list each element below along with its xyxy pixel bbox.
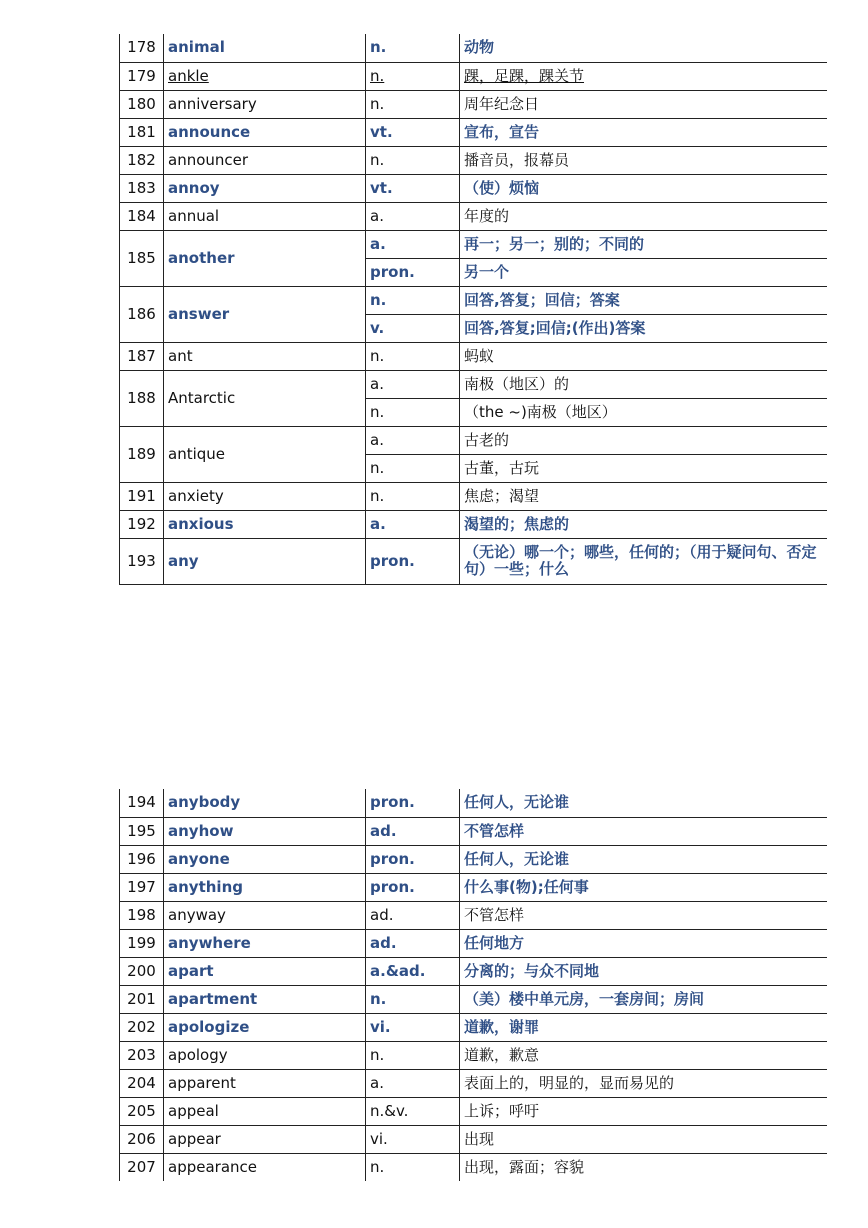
- entry-word: appear: [164, 1125, 366, 1153]
- table-row: [120, 845, 828, 873]
- entry-meaning: 道歉，歉意: [460, 1041, 828, 1069]
- entry-word: another: [164, 230, 366, 286]
- entry-number: 183: [120, 174, 164, 202]
- entry-pos: pron.: [366, 258, 460, 286]
- entry-pos: n.: [366, 286, 460, 314]
- entry-word: apologize: [164, 1013, 366, 1041]
- entry-pos: a.: [366, 1069, 460, 1097]
- table-row: [120, 174, 828, 202]
- entry-meaning: 蚂蚁: [460, 342, 828, 370]
- entry-pos: pron.: [366, 789, 460, 817]
- entry-word: apology: [164, 1041, 366, 1069]
- entry-meaning: 回答,答复；回信；答案: [460, 286, 828, 314]
- entry-pos: n.&v.: [366, 1097, 460, 1125]
- entry-meaning: 出现: [460, 1125, 828, 1153]
- entry-pos: n.: [366, 1041, 460, 1069]
- entry-word: apartment: [164, 985, 366, 1013]
- entry-number: 192: [120, 510, 164, 538]
- entry-pos: pron.: [366, 873, 460, 901]
- entry-number: 184: [120, 202, 164, 230]
- entry-pos: n.: [366, 342, 460, 370]
- entry-meaning: 渴望的；焦虑的: [460, 510, 828, 538]
- entry-pos: a.: [366, 510, 460, 538]
- entry-word: answer: [164, 286, 366, 342]
- entry-meaning: 古老的: [460, 426, 828, 454]
- entry-pos: n.: [366, 34, 460, 62]
- entry-pos: n.: [366, 454, 460, 482]
- table-row: [120, 929, 828, 957]
- entry-pos: n.: [366, 62, 460, 90]
- entry-pos: vt.: [366, 118, 460, 146]
- entry-number: 191: [120, 482, 164, 510]
- entry-number: 185: [120, 230, 164, 286]
- entry-word: annual: [164, 202, 366, 230]
- entry-meaning: 再一；另一；别的；不同的: [460, 230, 828, 258]
- entry-number: 204: [120, 1069, 164, 1097]
- entry-meaning: 动物: [460, 34, 828, 62]
- entry-meaning: 分离的；与众不同地: [460, 957, 828, 985]
- table-row: [120, 482, 828, 510]
- entry-word: apparent: [164, 1069, 366, 1097]
- entry-word: ankle: [164, 62, 366, 90]
- table-row: [120, 90, 828, 118]
- table-row: [120, 985, 828, 1013]
- entry-number: 187: [120, 342, 164, 370]
- entry-meaning: 回答,答复;回信;(作出)答案: [460, 314, 828, 342]
- table-row: [120, 286, 828, 314]
- table-row: [120, 370, 828, 398]
- entry-number: 188: [120, 370, 164, 426]
- entry-meaning: 什么事(物);任何事: [460, 873, 828, 901]
- entry-word: anybody: [164, 789, 366, 817]
- entry-meaning: 不管怎样: [460, 901, 828, 929]
- table-row: [120, 146, 828, 174]
- entry-number: 207: [120, 1153, 164, 1181]
- entry-word: any: [164, 538, 366, 584]
- table-row: [120, 1013, 828, 1041]
- entry-number: 205: [120, 1097, 164, 1125]
- entry-word: anxiety: [164, 482, 366, 510]
- entry-meaning: 任何人，无论谁: [460, 845, 828, 873]
- table-row: [120, 510, 828, 538]
- entry-word: anyway: [164, 901, 366, 929]
- entry-word: appearance: [164, 1153, 366, 1181]
- entry-pos: pron.: [366, 845, 460, 873]
- table-row: [120, 538, 828, 584]
- entry-word: anyhow: [164, 817, 366, 845]
- entry-word: antique: [164, 426, 366, 482]
- entry-number: 179: [120, 62, 164, 90]
- entry-pos: vi.: [366, 1013, 460, 1041]
- vocab-table-2: [119, 789, 827, 1181]
- entry-number: 196: [120, 845, 164, 873]
- entry-meaning: 不管怎样: [460, 817, 828, 845]
- table-row: [120, 118, 828, 146]
- entry-pos: n.: [366, 146, 460, 174]
- entry-word: anxious: [164, 510, 366, 538]
- entry-word: ant: [164, 342, 366, 370]
- entry-pos: v.: [366, 314, 460, 342]
- entry-meaning: （美）楼中单元房，一套房间；房间: [460, 985, 828, 1013]
- entry-pos: a.: [366, 426, 460, 454]
- table-row: [120, 817, 828, 845]
- entry-meaning: 表面上的，明显的，显而易见的: [460, 1069, 828, 1097]
- entry-word: annoy: [164, 174, 366, 202]
- table-row: [120, 34, 828, 62]
- table-row: [120, 957, 828, 985]
- entry-word: apart: [164, 957, 366, 985]
- entry-number: 186: [120, 286, 164, 342]
- entry-number: 180: [120, 90, 164, 118]
- entry-number: 193: [120, 538, 164, 584]
- table-row: [120, 342, 828, 370]
- entry-number: 194: [120, 789, 164, 817]
- entry-meaning: 上诉；呼吁: [460, 1097, 828, 1125]
- table-row: [120, 789, 828, 817]
- entry-number: 199: [120, 929, 164, 957]
- entry-number: 206: [120, 1125, 164, 1153]
- entry-meaning: 道歉，谢罪: [460, 1013, 828, 1041]
- table-row: [120, 1069, 828, 1097]
- table-row: [120, 901, 828, 929]
- entry-meaning: 任何人，无论谁: [460, 789, 828, 817]
- entry-number: 178: [120, 34, 164, 62]
- entry-meaning: 宣布，宣告: [460, 118, 828, 146]
- entry-number: 189: [120, 426, 164, 482]
- entry-meaning: 踝，足踝，踝关节: [460, 62, 828, 90]
- entry-meaning: 焦虑；渴望: [460, 482, 828, 510]
- entry-meaning: 播音员，报幕员: [460, 146, 828, 174]
- entry-number: 201: [120, 985, 164, 1013]
- entry-pos: n.: [366, 985, 460, 1013]
- table-row: [120, 873, 828, 901]
- entry-number: 203: [120, 1041, 164, 1069]
- entry-meaning: 古董，古玩: [460, 454, 828, 482]
- entry-meaning: 任何地方: [460, 929, 828, 957]
- entry-number: 200: [120, 957, 164, 985]
- vocab-table-1: [119, 34, 827, 585]
- entry-pos: ad.: [366, 817, 460, 845]
- entry-pos: n.: [366, 482, 460, 510]
- entry-pos: a.: [366, 202, 460, 230]
- table-row: [120, 1125, 828, 1153]
- entry-pos: n.: [366, 398, 460, 426]
- entry-word: anyone: [164, 845, 366, 873]
- entry-word: appeal: [164, 1097, 366, 1125]
- entry-number: 202: [120, 1013, 164, 1041]
- table-row: [120, 1153, 828, 1181]
- entry-number: 198: [120, 901, 164, 929]
- entry-pos: pron.: [366, 538, 460, 584]
- table-row: [120, 1041, 828, 1069]
- entry-pos: n.: [366, 90, 460, 118]
- entry-pos: vi.: [366, 1125, 460, 1153]
- entry-word: animal: [164, 34, 366, 62]
- entry-pos: a.: [366, 230, 460, 258]
- entry-word: announce: [164, 118, 366, 146]
- entry-pos: a.&ad.: [366, 957, 460, 985]
- entry-word: announcer: [164, 146, 366, 174]
- table-row: [120, 202, 828, 230]
- entry-pos: a.: [366, 370, 460, 398]
- entry-meaning: 另一个: [460, 258, 828, 286]
- table-row: [120, 230, 828, 258]
- entry-pos: n.: [366, 1153, 460, 1181]
- table-row: [120, 1097, 828, 1125]
- table-row: [120, 62, 828, 90]
- entry-pos: vt.: [366, 174, 460, 202]
- entry-meaning: 年度的: [460, 202, 828, 230]
- entry-meaning: 南极（地区）的: [460, 370, 828, 398]
- entry-word: anything: [164, 873, 366, 901]
- entry-meaning: 周年纪念日: [460, 90, 828, 118]
- entry-meaning: 出现，露面；容貌: [460, 1153, 828, 1181]
- entry-meaning: （无论）哪一个；哪些，任何的；（用于疑问句、否定句）一些；什么: [460, 538, 828, 584]
- entry-meaning: （the ~)南极（地区）: [460, 398, 828, 426]
- table-row: [120, 426, 828, 454]
- entry-meaning: （使）烦恼: [460, 174, 828, 202]
- entry-word: Antarctic: [164, 370, 366, 426]
- entry-word: anywhere: [164, 929, 366, 957]
- entry-number: 181: [120, 118, 164, 146]
- entry-number: 182: [120, 146, 164, 174]
- entry-pos: ad.: [366, 929, 460, 957]
- entry-word: anniversary: [164, 90, 366, 118]
- entry-pos: ad.: [366, 901, 460, 929]
- entry-number: 195: [120, 817, 164, 845]
- entry-number: 197: [120, 873, 164, 901]
